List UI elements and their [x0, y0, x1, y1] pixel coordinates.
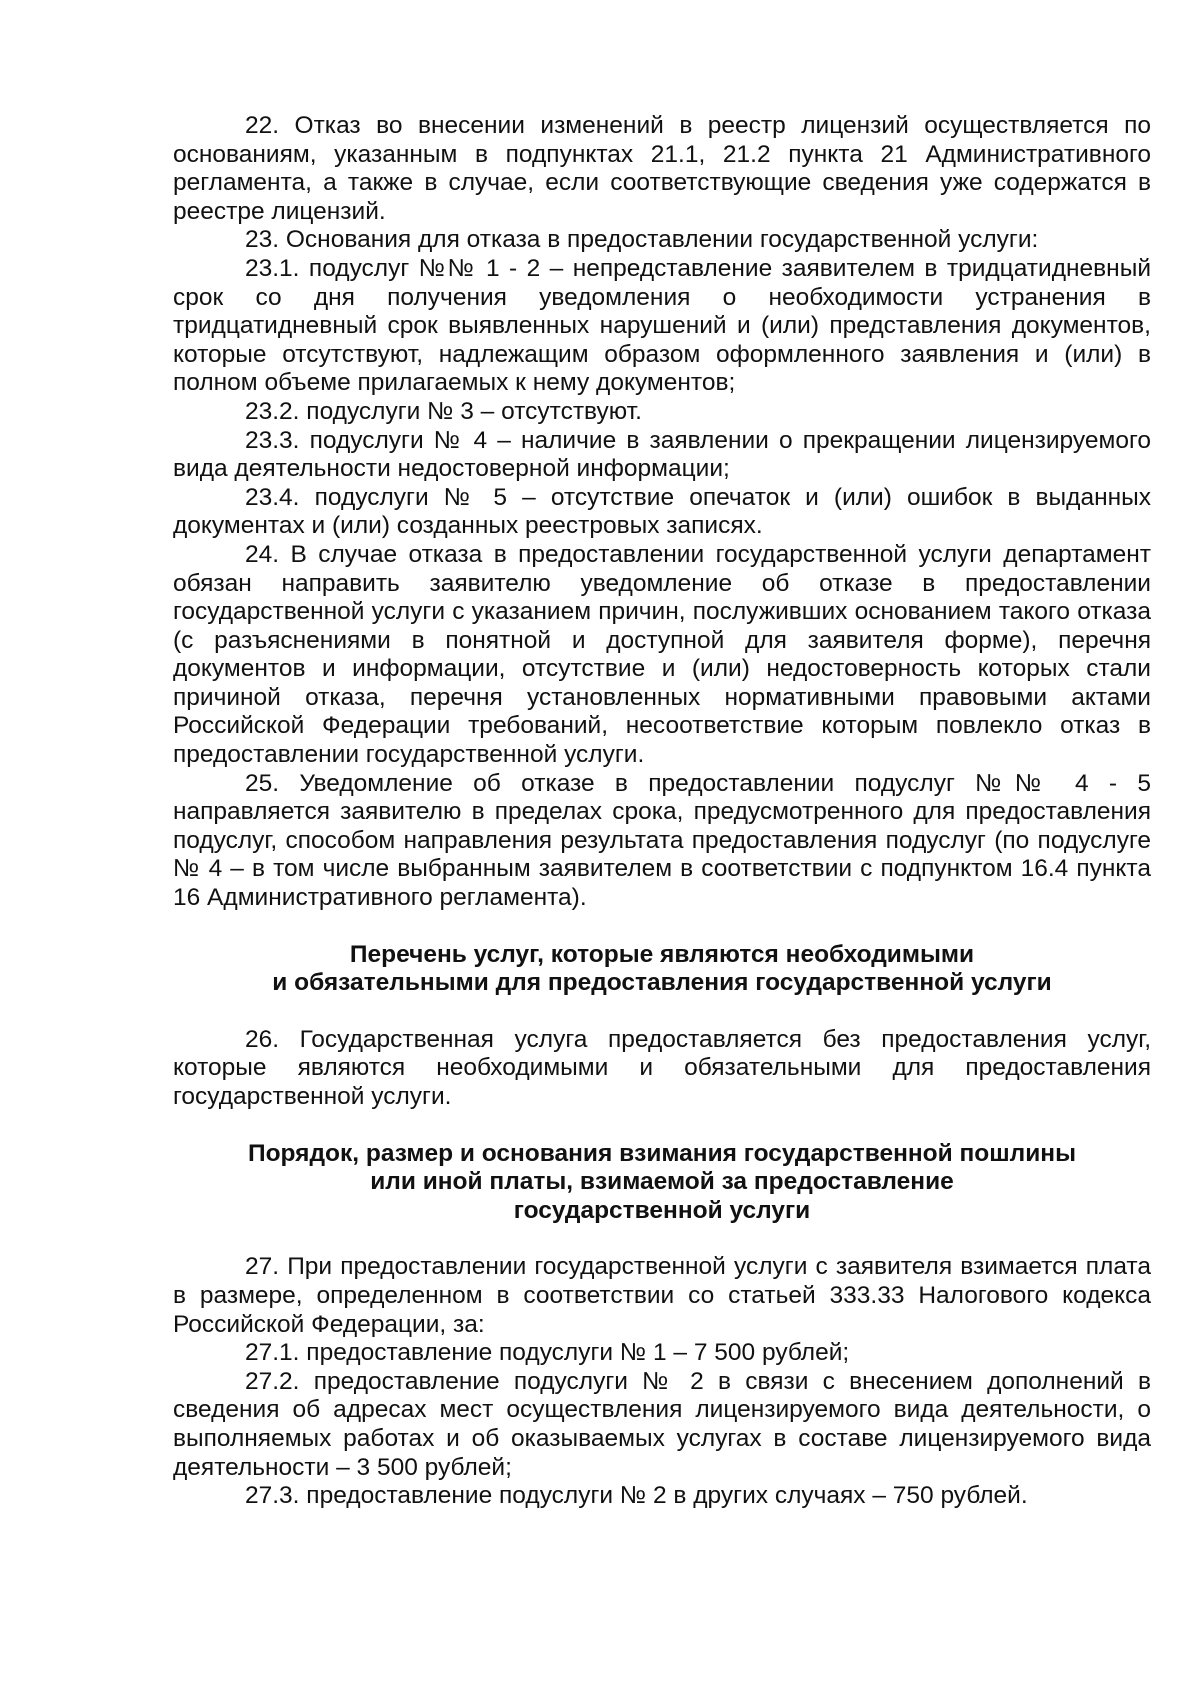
heading-line: Перечень услуг, которые являются необходимыми [349, 940, 975, 968]
paragraph-23-3: 23.3. подуслуги № 4 – наличие в заявлении о прекращении лицензируемого вида деятельности недостоверной информации; [173, 426, 1151, 483]
paragraph-23-2: 23.2. подуслуги № 3 – отсутствуют. [245, 397, 642, 425]
section-heading-services [173, 941, 1151, 998]
paragraph-27: 27. При предоставлении государственной услуги с заявителя взимается плата в размере, определенном в соответствии со статьей 333.33 Налогового кодекса Российской Федерации, за: [173, 1253, 1151, 1338]
section-heading-fees [173, 1140, 1151, 1226]
paragraph-24: 24. В случае отказа в предоставлении государственной услуги департамент обязан направить заявителю уведомление об отказе в предоставлении государственной услуги с указанием причин, послуживших основанием такого отказа (с разъяснениями в понятной и доступной для заявителя форме), перечня документов и информации, отсутствие и (или) недостоверность которых стали причиной отказа, перечня установленных нормативными правовыми актами Российской Федерации требований, несоответствие которым повлекло отказ в предоставлении государственной услуги. [173, 540, 1151, 769]
paragraph-22: 22. Отказ во внесении изменений в реестр лицензий осуществляется по основаниям, указанным в подпунктах 21.1, 21.2 пункта 21 Административного регламента, а также в случае, если соответствующие сведения уже содержатся в реестре лицензий. [173, 112, 1151, 225]
paragraph-27-3: 27.3. предоставление подуслуги № 2 в других случаях – 750 рублей. [245, 1482, 1028, 1510]
paragraph-23-4: 23.4. подуслуги № 5 – отсутствие опечаток и (или) ошибок в выданных документах и (или) созданных реестровых записях. [173, 483, 1151, 540]
paragraph-26: 26. Государственная услуга предоставляется без предоставления услуг, которые являются необходимыми и обязательными для предоставления государственной услуги. [173, 1025, 1151, 1110]
heading-line: государственной услуги [513, 1196, 811, 1224]
paragraph-23: 23. Основания для отказа в предоставлении государственной услуги: [245, 226, 1039, 254]
heading-line: или иной платы, взимаемой за предоставление [370, 1168, 954, 1196]
paragraph-23-1: 23.1. подуслуг №№ 1 - 2 – непредставление заявителем в тридцатидневный срок со дня получения уведомления о необходимости устранения в тридцатидневный срок выявленных нарушений и (или) представления документов, которые отсутствуют, надлежащим образом оформленного заявления и (или) в полном объеме прилагаемых к нему документов; [173, 254, 1151, 397]
heading-line: и обязательными для предоставления государственной услуги [272, 969, 1052, 997]
paragraph-25: 25. Уведомление об отказе в предоставлении подуслуг №№ 4 - 5 направляется заявителю в пределах срока, предусмотренного для предоставления подуслуг, способом направления результата предоставления подуслуг (по подуслуге № 4 – в том числе выбранным заявителем в соответствии с подпунктом 16.4 пункта 16 Административного регламента). [173, 769, 1151, 912]
paragraph-27-2: 27.2. предоставление подуслуги № 2 в связи с внесением дополнений в сведения об адресах мест осуществления лицензируемого вида деятельности, о выполняемых работах и об оказываемых услугах в составе лицензируемого вида деятельности – 3 500 рублей; [173, 1367, 1151, 1481]
heading-line: Порядок, размер и основания взимания государственной пошлины [247, 1139, 1077, 1167]
document-page [173, 112, 1151, 1511]
paragraph-27-1: 27.1. предоставление подуслуги № 1 – 7 500 рублей; [245, 1339, 850, 1367]
